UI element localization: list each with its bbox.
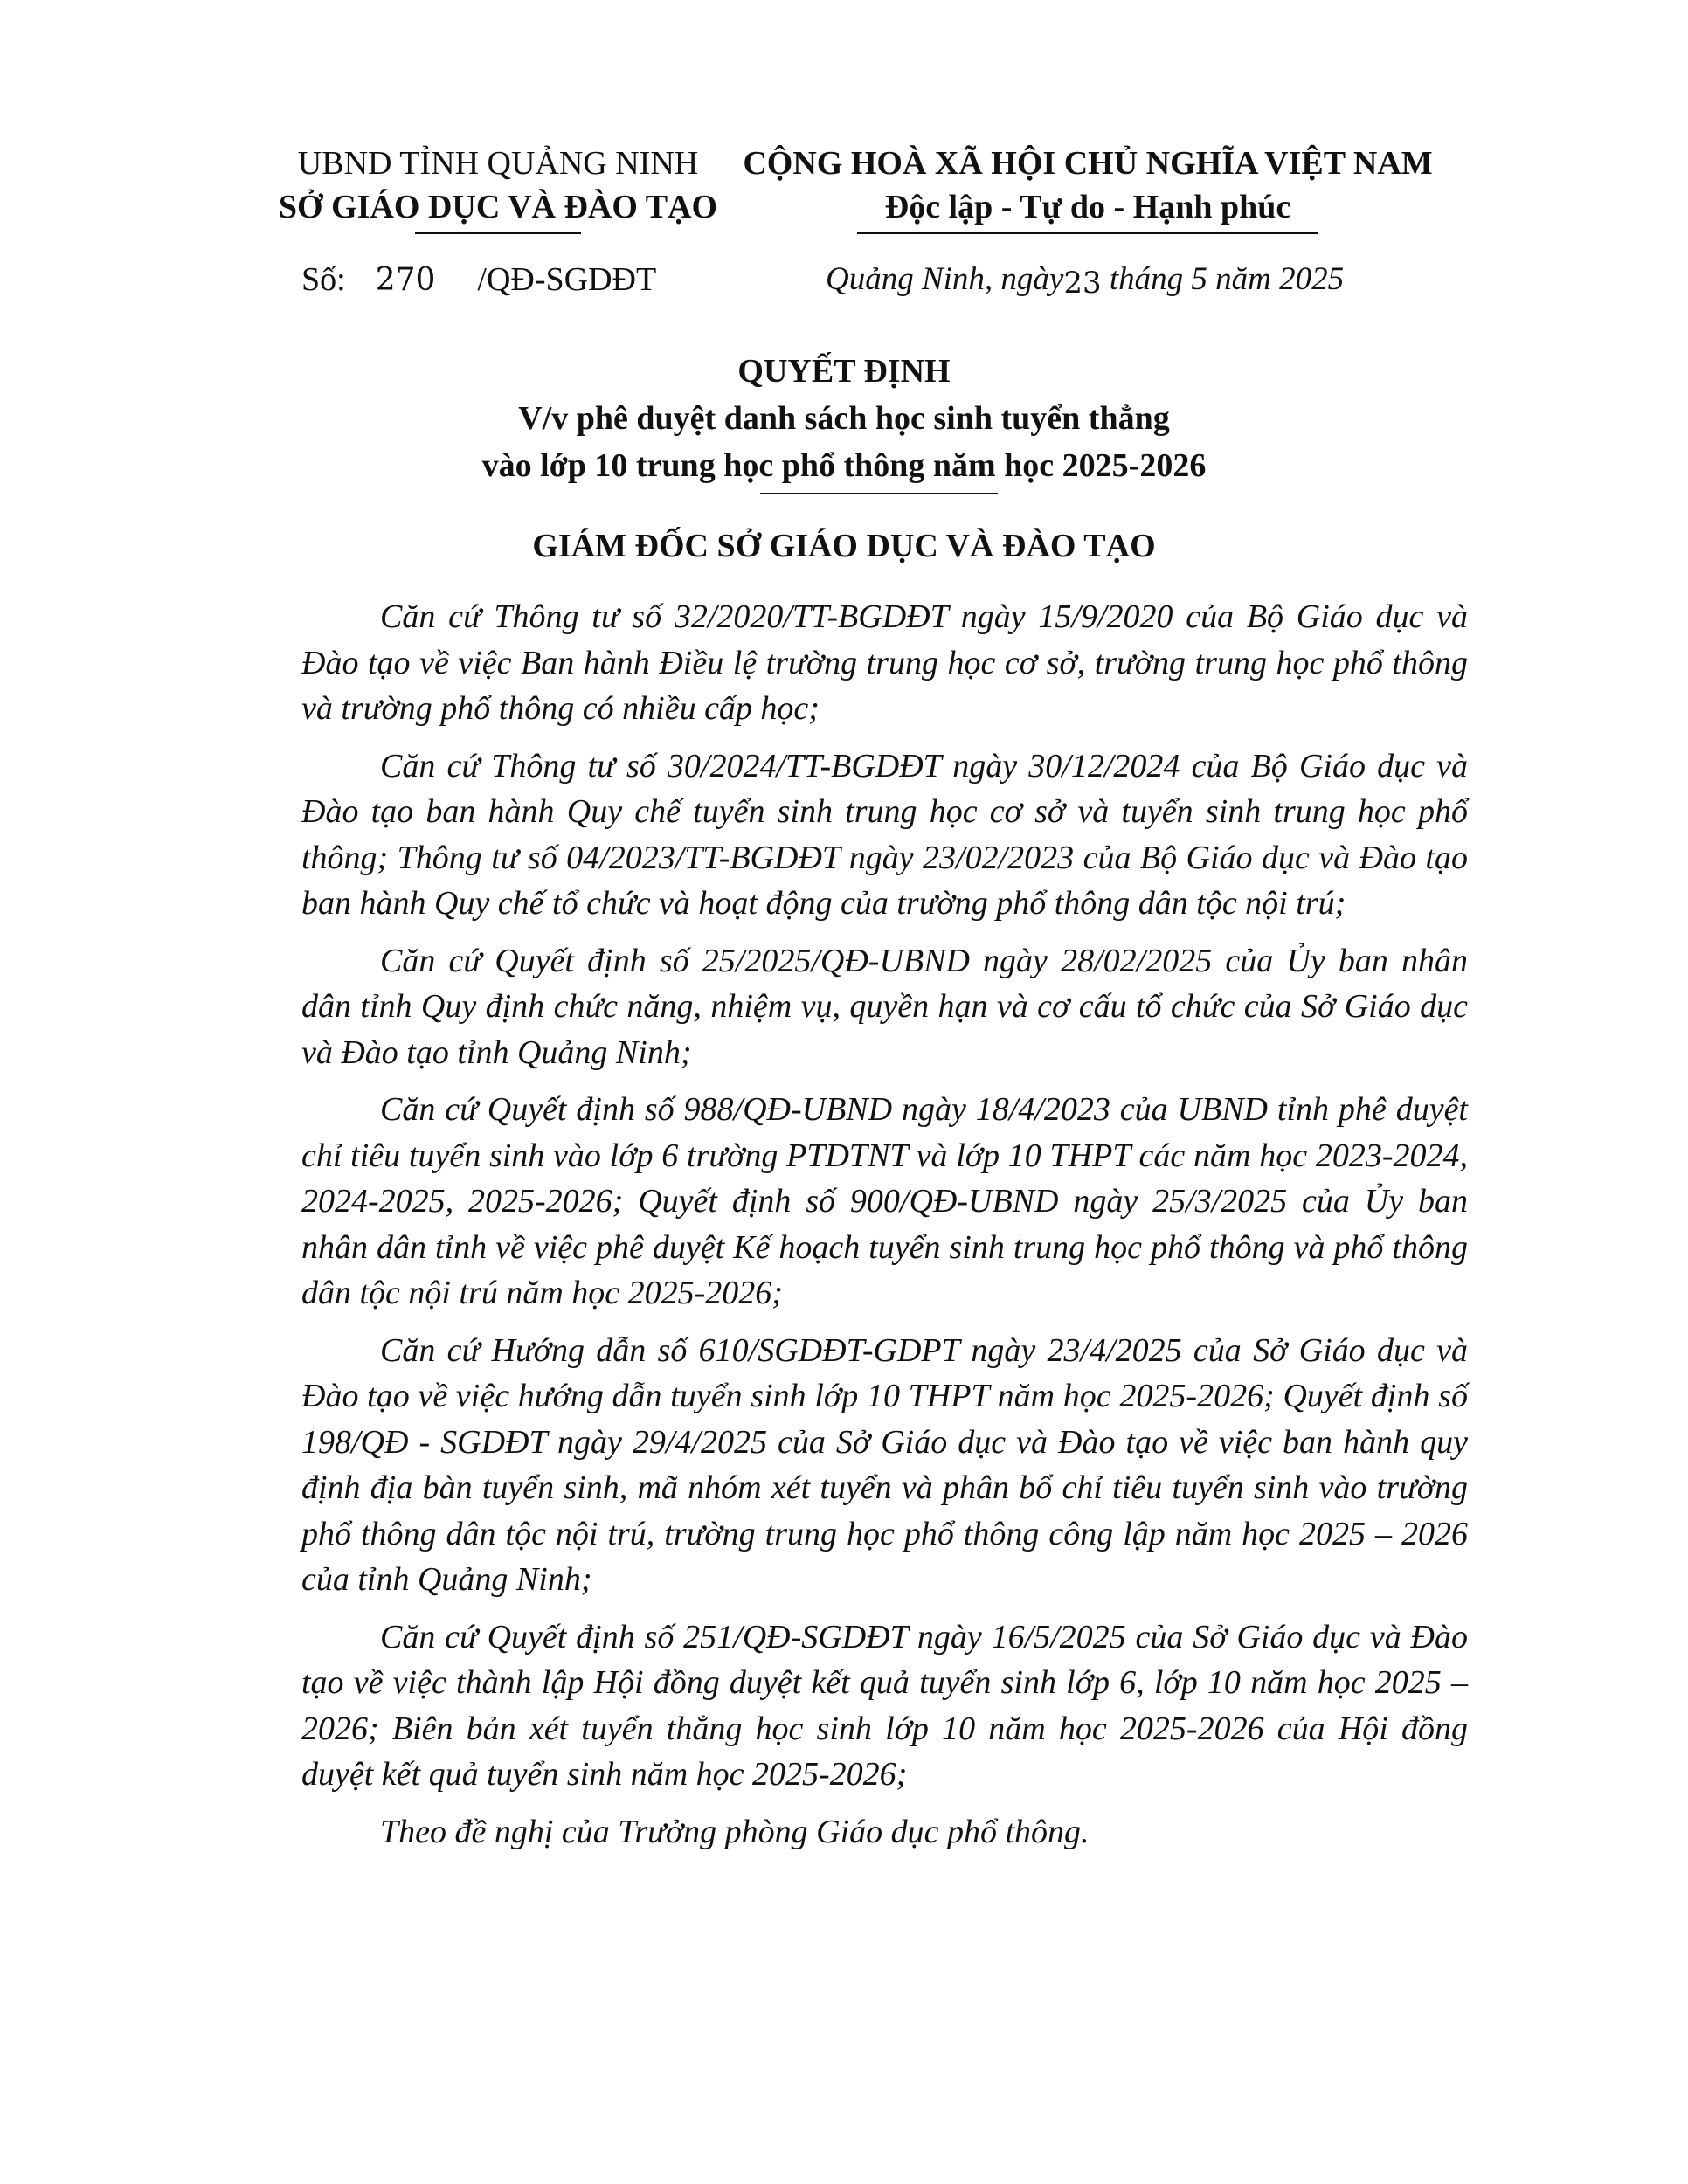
country-name: CỘNG HOÀ XÃ HỘI CHỦ NGHĨA VIỆT NAM — [743, 145, 1433, 182]
document-number-suffix: /QĐ-SGDĐT — [477, 261, 657, 298]
national-motto: Độc lập - Tự do - Hạnh phúc — [884, 189, 1291, 225]
issue-date-prefix: Quảng Ninh, ngày — [826, 261, 1064, 297]
department-underline — [415, 232, 581, 234]
document-number-label: Số: — [301, 261, 346, 298]
document-title — [0, 348, 1688, 494]
motto-underline — [857, 232, 1318, 234]
document-number — [301, 258, 656, 302]
national-motto-header — [730, 142, 1446, 234]
issue-date-day: 23 — [1063, 266, 1102, 301]
proposal-paragraph: Theo đề nghị của Trưởng phòng Giáo dục phổ thông. — [380, 1813, 1090, 1850]
provincial-committee-name: UBND TỈNH QUẢNG NINH — [297, 145, 699, 182]
department-name: SỞ GIÁO DỤC VÀ ĐÀO TẠO — [278, 189, 718, 225]
document-subject-line2: vào lớp 10 trung học phổ thông năm học 2025-2026 — [481, 447, 1207, 484]
title-underline — [760, 493, 998, 494]
legal-basis-paragraph: Căn cứ Thông tư số 32/2020/TT-BGDĐT ngày 15/9/2020 của Bộ Giáo dục và Đào tạo về việc Ban hành Điều lệ trường trung học cơ sở, trường trung học phổ thông và trường phổ thông có nhiều cấp học; — [301, 598, 1468, 727]
issue-date-suffix: tháng 5 năm 2025 — [1101, 261, 1345, 297]
authority-heading: GIÁM ĐỐC SỞ GIÁO DỤC VÀ ĐÀO TẠO — [532, 528, 1156, 564]
legal-basis-paragraph: Căn cứ Quyết định số 25/2025/QĐ-UBND ngày 28/02/2025 của Ủy ban nhân dân tỉnh Quy định chức năng, nhiệm vụ, quyền hạn và cơ cấu tổ chức của Sở Giáo dục và Đào tạo tỉnh Quảng Ninh; — [301, 942, 1468, 1071]
legal-basis-paragraph: Căn cứ Quyết định số 988/QĐ-UBND ngày 18/4/2023 của UBND tỉnh phê duyệt chỉ tiêu tuyển sinh vào lớp 6 trường PTDTNT và lớp 10 THPT các năm học 2023-2024, 2024-2025, 2025-2026; Quyết định số 900/QĐ-UBND ngày 25/3/2025 của Ủy ban nhân dân tỉnh về việc phê duyệt Kế hoạch tuyển sinh trung học phổ thông và phổ thông dân tộc nội trú năm học 2025-2026; — [301, 1091, 1468, 1311]
document-subject-line1: V/v phê duyệt danh sách học sinh tuyển thẳng — [518, 400, 1170, 437]
legal-basis-paragraph: Căn cứ Quyết định số 251/QĐ-SGDĐT ngày 16/5/2025 của Sở Giáo dục và Đào tạo về việc thành lập Hội đồng duyệt kết quả tuyển sinh lớp 6, lớp 10 năm học 2025 – 2026; Biên bản xét tuyển thẳng học sinh lớp 10 năm học 2025-2026 của Hội đồng duyệt kết quả tuyển sinh năm học 2025-2026; — [301, 1618, 1468, 1793]
legal-basis-paragraph: Căn cứ Hướng dẫn số 610/SGDĐT-GDPT ngày 23/4/2025 của Sở Giáo dục và Đào tạo về việc hướng dẫn tuyển sinh lớp 10 THPT năm học 2025-2026; Quyết định số 198/QĐ - SGDĐT ngày 29/4/2025 của Sở Giáo dục và Đào tạo về việc ban hành quy định địa bàn tuyển sinh, mã nhóm xét tuyển và phân bổ chỉ tiêu tuyển sinh vào trường phổ thông dân tộc nội trú, trường trung học phổ thông công lập năm học 2025 – 2026 của tỉnh Quảng Ninh; — [301, 1331, 1468, 1598]
issue-date — [826, 258, 1344, 301]
document-number-value: 270 — [375, 262, 436, 298]
document-type: QUYẾT ĐỊNH — [737, 353, 951, 390]
legal-basis-paragraph: Căn cứ Thông tư số 30/2024/TT-BGDĐT ngày 30/12/2024 của Bộ Giáo dục và Đào tạo ban hành Quy chế tuyển sinh trung học cơ sở và tuyển sinh trung học phổ thông; Thông tư số 04/2023/TT-BGDĐT ngày 23/02/2023 của Bộ Giáo dục và Đào tạo ban hành Quy chế tổ chức và hoạt động của trường phổ thông dân tộc nội trú; — [301, 747, 1468, 922]
legal-basis-section — [301, 594, 1468, 1866]
issuing-authority-header — [253, 142, 743, 234]
